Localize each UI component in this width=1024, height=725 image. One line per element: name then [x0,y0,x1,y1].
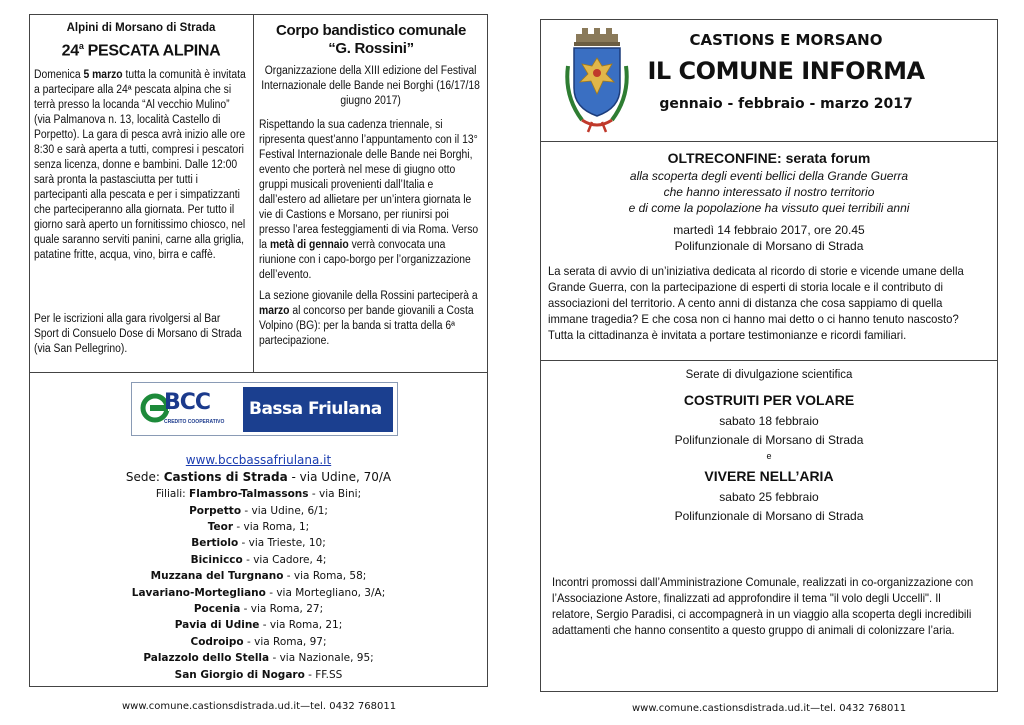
branch-address: - via Trieste, 10; [238,537,326,550]
bank-filiali-addr: - via Bini; [308,488,362,500]
bank-filiali [30,486,487,503]
event1-date: martedì 14 febbraio 2017, ore 20.45 [673,223,865,237]
bank-logo-bcc: BCC [164,390,211,415]
branch-item [30,519,487,535]
alpini-title [34,41,248,60]
rossini-title-2: “G. Rossini” [328,40,414,57]
branch-item [30,552,487,568]
branch-item [30,617,487,633]
branch-name: Pavia di Udine [174,619,260,632]
municipality-name: CASTIONS E MORSANO [689,31,883,49]
event-science [548,368,990,637]
event1-venue: Polifunzionale di Morsano di Strada [674,239,864,253]
branch-name: Codroipo [190,635,244,648]
rossini-p2-c: al concorso per bande giovanili a Costa Volpino (BG): per la banda si tratta della 6ª partecipazione. [259,305,474,347]
bank-sede-addr: - via Udine, 70/A [287,470,392,484]
branch-name: Muzzana del Turgnano [150,570,284,583]
branch-name: Teor [207,520,234,533]
branch-address: - via Roma, 97; [243,635,327,648]
rossini-paragraph-2 [259,289,482,349]
event1-title: OLTRECONFINE: serata forum [667,150,871,166]
event2-kicker: Serate di divulgazione scientifica [685,369,853,381]
bank-logo [131,382,398,436]
rossini-p1-a: Rispettando la sua cadenza triennale, si ripresenta quest’anno l’appuntamento con il 13° Festival Internazionale delle Bande nei Borghi, evento che porterà nel mese di giugno otto gruppi musicali provenienti dall’Italia e dall’estero ad allietare per un’intera giornata le vie di Castions e Morsano, per riunirsi poi presso l’area festeggiamenti di via Roma. Verso la [259,119,479,251]
rossini-p1-c: verrà convocata una riunione con i capo-borgo per l’organizzazione dell’evento. [259,239,471,281]
left-horizontal-divider [30,372,487,373]
branch-name: San Giorgio di Nogaro [174,668,305,681]
branch-name: Bicinicco [190,553,243,566]
branch-address: - via Nazionale, 95; [269,652,374,665]
branch-address: - via Roma, 27; [240,602,324,615]
branch-name: Porpetto [189,504,242,517]
rossini-p2-month: marzo [259,305,290,317]
alpini-org: Alpini di Morsano di Strada [66,22,216,34]
bank-sede-label: Sede: [125,470,164,484]
rossini-section [259,22,483,349]
alpini-p1-date: 5 marzo [83,69,123,82]
bank-info [30,452,487,683]
branch-item [30,568,487,584]
branch-address: - via Mortegliano, 3/A; [265,586,386,599]
left-column-divider [253,15,254,372]
branch-item [30,503,487,519]
coat-of-arms-icon [562,26,632,134]
rossini-p1-highlight: metà di gennaio [269,239,349,251]
event-oltreconfine [548,150,990,343]
branch-name: Bertiolo [191,537,239,550]
event2-venue-b: Polifunzionale di Morsano di Strada [674,509,864,523]
event1-subtitle: alla scoperta degli eventi bellici della Grande Guerra che hanno interessato il nostro territorio e di come la popolazione ha vissuto quei terribili anni [628,169,910,215]
bank-filiali-label: Filiali: [155,488,190,500]
branch-list [30,503,487,683]
alpini-paragraph-1 [34,68,247,263]
alpini-p1-c: tutta la comunità è invitata a partecipare alla 24ª pescata alpina che si terrà presso la locanda “Al vecchio Mulino” (via Palmanova n. 13, località Castello di Porpetto). La gara di pesca avrà inizio alle ore 8:30 e sarà aperta a tutti, compresi i pescatori senza licenza, donne e bambini. Dalle 12:00 sarà pronta la pastasciutta per tutti i partecipanti alla pescata e per i simpatizzanti che parteciperanno alla giornata. Per tutto il giorno sarà aperto un fornitissimo chiosco, nel quale saranno serviti panini, carne alla griglia, patatine fritte, acqua, vino, birra e caffè. [34,69,246,262]
right-divider-2 [541,360,997,361]
branch-name: Lavariano-Mortegliano [131,586,266,599]
bank-logo-name: Bassa Friulana [249,399,382,419]
alpini-section [34,22,248,355]
branch-name: Pocenia [193,602,241,615]
rossini-paragraph-1 [259,118,482,283]
alpini-paragraph-2: Per le iscrizioni alla gara rivolgersi al Bar Sport di Consuelo Dose di Morsano di Strada (via San Pellegrino). [34,313,242,355]
branch-address: - via Roma, 1; [233,520,310,533]
bank-filiali-name: Flambro-Talmassons [189,488,309,500]
branch-item [30,667,487,683]
branch-item [30,601,487,617]
event1-body: La serata di avvio di un’iniziativa dedicata al ricordo di storie e vicende umane della Grande Guerra, con la partecipazione di esperti di storia locale e il contributo di associazioni del territorio. A cento anni di distanza che cosa sappiamo di quella immane tragedia? E che cosa non ci hanno mai detto o ci hanno tenuto nascosto? Tutta la cittadinanza è invitata a portare testimonianze e ricordi familiari. [548,264,964,342]
left-footer: www.comune.castionsdistrada.ud.it—tel. 0432 768011 [122,701,397,712]
bank-sede [30,469,487,486]
branch-address: - via Udine, 6/1; [241,504,328,517]
alpini-p1-a: Domenica [34,69,84,82]
bank-logo-left [140,389,242,429]
event2-joiner: e [766,451,772,461]
branch-item [30,535,487,551]
event2-date-a: sabato 18 febbraio [719,414,819,428]
newsletter-title: IL COMUNE INFORMA [647,57,925,85]
rossini-intro: Organizzazione della XIII edizione del Festival Internazionale delle Bande nei Borghi (16/17/18 giugno 2017) [261,65,480,107]
branch-address: - via Roma, 21; [259,619,343,632]
branch-address: - FF.SS [304,668,343,681]
bank-logo-right [243,387,393,432]
event2-date-b: sabato 25 febbraio [719,490,819,504]
branch-address: - via Cadore, 4; [242,553,327,566]
branch-address: - via Roma, 58; [283,570,367,583]
alpini-title-sup: a [78,41,84,51]
alpini-title-num: 24 [61,42,79,60]
right-footer: www.comune.castionsdistrada.ud.it—tel. 0432 768011 [632,703,907,714]
branch-name: Palazzolo dello Stella [143,652,270,665]
newsletter-period: gennaio - febbraio - marzo 2017 [659,96,913,112]
bank-sede-name: Castions di Strada [163,470,288,484]
branch-item [30,650,487,666]
event2-body: Incontri promossi dall’Amministrazione Comunale, realizzati in co-organizzazione con l’Associazione Astore, finalizzati ad approfondire il tema "il volo degli Uccelli". Il relatore, Sergio Paradisi, ci accompagnerà in un viaggio alla scoperta degli incredibili adattamenti che hanno consentito a questo gruppo di animali di colonizzare l’aria. [552,575,974,637]
event2-title-a: COSTRUITI PER VOLARE [683,392,855,408]
alpini-title-text: PESCATA ALPINA [83,42,221,60]
right-divider-1 [541,141,997,142]
branch-item [30,585,487,601]
event2-title-b: VIVERE NELL’ARIA [704,468,834,484]
rossini-title-1: Corpo bandistico comunale [275,22,467,39]
bank-logo-sub: CREDITO COOPERATIVO [164,419,225,425]
rossini-p2-a: La sezione giovanile della Rossini parteciperà a [259,290,478,302]
event2-venue-a: Polifunzionale di Morsano di Strada [674,433,864,447]
bank-url-link[interactable]: www.bccbassafriulana.it [185,453,332,467]
branch-item [30,634,487,650]
